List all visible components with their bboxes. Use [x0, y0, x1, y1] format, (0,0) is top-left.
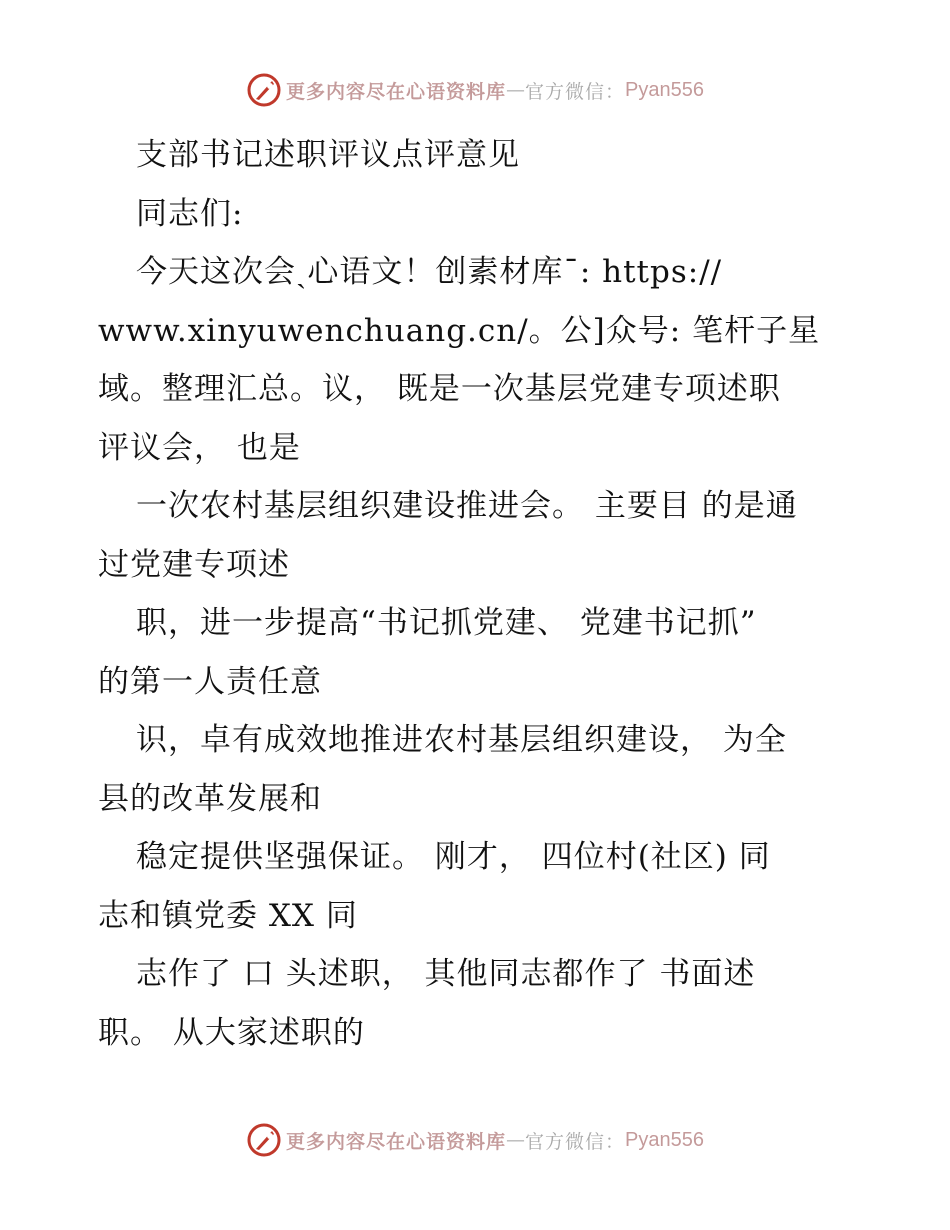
- text-line: 域。整理汇总。议， 既是一次基层党建专项述职: [98, 371, 781, 407]
- text-line: 评议会， 也是: [98, 429, 301, 466]
- banner-title: 更多内容尽在心语资料库: [286, 80, 507, 103]
- text-line: 志作了 口 头述职， 其他同志都作了 书面述: [136, 956, 756, 992]
- text-line: www.xinyuwenchuang.cn/。公]众号: 笔杆子星: [98, 312, 821, 349]
- text-line: 识，卓有成效地推进农村基层组织建设， 为全: [136, 722, 787, 758]
- banner-separator: —: [506, 1129, 526, 1151]
- banner-wechat-handle: Pyan556: [625, 1128, 704, 1151]
- text-line: 志和镇党委 XX 同: [98, 897, 358, 934]
- text-line: 稳定提供坚强保证。 刚才， 四位村(社区) 同: [136, 839, 771, 875]
- quill-logo-icon: [246, 72, 282, 108]
- text-line: 一次农村基层组织建设推进会。 主要目 的是通: [136, 488, 798, 524]
- quill-logo-icon: [246, 1122, 282, 1158]
- banner-title: 更多内容尽在心语资料库: [286, 1130, 507, 1153]
- footer-banner: [0, 1120, 950, 1160]
- text-line: 县的改革发展和: [98, 780, 322, 817]
- banner-wechat-label: 官方微信：: [525, 1130, 626, 1153]
- document-body: [98, 126, 858, 1062]
- text-line: 同志们:: [136, 195, 244, 232]
- text-line: 职，进一步提高“书记抓党建、 党建书记抓”: [136, 605, 757, 641]
- text-line: 支部书记述职评议点评意见: [136, 137, 520, 173]
- text-line: 的第一人责任意: [98, 663, 322, 700]
- banner-wechat-handle: Pyan556: [625, 78, 704, 101]
- text-line: 过党建专项述: [98, 546, 290, 583]
- banner-wechat-label: 官方微信：: [525, 80, 626, 103]
- header-banner: [0, 70, 950, 110]
- banner-separator: —: [506, 79, 526, 101]
- text-line: 今天这次会ˎ心语文！创素材库¯: https://: [136, 254, 723, 290]
- text-line: 职。 从大家述职的: [98, 1014, 365, 1051]
